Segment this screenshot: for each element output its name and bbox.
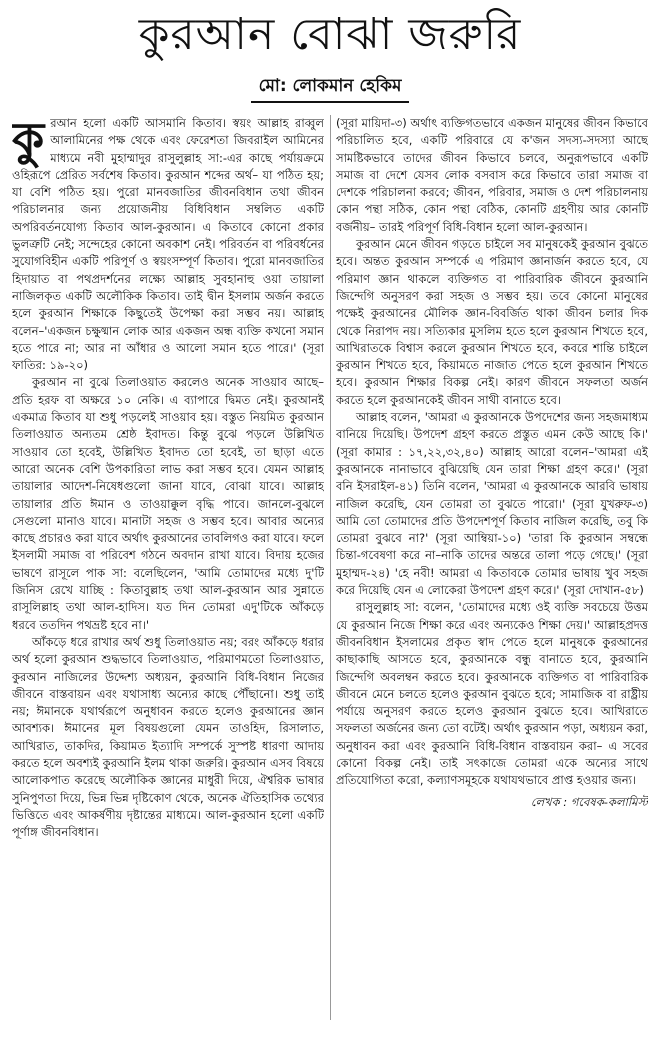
paragraph: কুরআন না বুঝে তিলাওয়াত করলেও অনেক সাওয়াব আছে– প্রতি হরফ বা অক্ষরে ১০ নেকি। এ ব্যাপারে দ্বিমত নেই। কুরআনই একমাত্র কিতাব যা শুধু পড়লেই সাওয়াব হয়। বস্তুত নিয়মিত কুরআন তিলাওয়াত অন্যতম শ্রেষ্ঠ ইবাদত। কিন্তু বুঝে পড়লে উল্লিখিত সাওয়াব তো হবেই, উল্লিখিত ইবাদত তো হবেই, তা ছাড়া এতে আরো অনেক বেশি উপকারিতা লাভ করা সম্ভব হবে। যেমন আল্লাহ তায়ালার আদেশ-নিষেধগুলো জানা যাবে, বোঝা যাবে। আল্লাহ তায়ালার প্রতি ঈমান ও তাওয়াক্কুল বৃদ্ধি পাবে। জানলে-বুঝলে সেগুলো মানাও যাবে। মানাটা সহজ ও সম্ভব হবে। আবার অন্যের কাছে প্রচারও করা যাবে অর্থাৎ কুরআনের তাবলিগও করা যাবে। ফলে ইসলামী সমাজ বা পরিবেশ গঠনে অবদান রাখা যাবে। বিদায় হজের ভাষণে রাসূলে পাক সা: বলেছিলেন, 'আমি তোমাদের মধ্যে দু'টি জিনিস রেখে যাচ্ছি : কিতাবুল্লাহ তথা আল-কুরআন আর সুন্নাতে রাসূলিল্লাহ তথা আল-হাদিস। যত দিন তোমরা এদু'টিকে আঁকড়ে ধরবে ততদিন পথভ্রষ্ট হবে না।' (12, 375, 324, 632)
paragraph: (সূরা মায়িদা-৩) অর্থাৎ ব্যক্তিগতভাবে একজন মানুষের জীবন কিভাবে পরিচালিত হবে, একটি পরিবারে যে ক'জন সদস্য-সদস্যা আছে সামষ্টিকভাবে তাদের জীবন কিভাবে চলবে, অনুরূপভাবে একটি সমাজ বা দেশে যেসব লোক বসবাস করে কিভাবে তারা সমাজ বা দেশকে পরিচালনা করবে; জীবন, পরিবার, সমাজ ও দেশ পরিচালনায় কোন পন্থা সঠিক, কোন পন্থা বেঠিক, কোনটি গ্রহণীয় আর কোনটি বর্জনীয়– তারই পরিপূর্ণ বিধি-বিধান হলো আল-কুরআন। (336, 116, 648, 234)
article-title: কুরআন বোঝা জরুরি (138, 9, 522, 60)
article-body (12, 115, 648, 1020)
drop-cap: কু (12, 115, 45, 166)
author-credit: লেখক : গবেষক-কলামিস্ট (530, 794, 648, 809)
paragraph-text: রআন হলো একটি আসমানি কিতাব। স্বয়ং আল্লাহ রাব্বুল আলামিনের পক্ষ থেকে এবং ফেরেশতা জিবরাইল আমিনের মাধ্যমে নবী মুহাম্মাদুর রাসুলুল্লাহ সা:-এর কাছে পর্যায়ক্রমে ওহিরূপে প্রেরিত সর্বশেষ কিতাব। কুরআন শব্দের অর্থ– যা পঠিত হয়; যা বেশি পঠিত হয়। পুরো মানবজাতির জীবনবিধান তথা জীবন পরিচালনার জন্য প্রয়োজনীয় বিধিবিধান সম্বলিত একটি অপরিবর্তনযোগ্য কিতাব আল-কুরআন। এ কিতাবে কোনো প্রকার ভুলত্রুটি নেই; সন্দেহের কোনো অবকাশ নেই। পরিবর্তন বা পরিবর্ধনের সুযোগবিহীন একটি পরিপূর্ণ ও স্বয়ংসম্পূর্ণ কিতাব। পুরো মানবজাতির হিদায়াত বা পথপ্রদর্শনের লক্ষ্যে আল্লাহ সুবহানাহু ওয়া তায়ালা নাজিলকৃত একটি অলৌকিক কিতাব। তাই দ্বীন ইসলাম অর্জন করতে হলে কুরআন শিক্ষাকে কিছুতেই উপেক্ষা করা সম্ভব নয়। আল্লাহ বলেন–'একজন চক্ষুষ্মান লোক আর একজন অন্ধ ব্যক্তি কখনো সমান হতে পারে না; আর না আঁধার ও আলো সমান হতে পারে।' (সূরা ফাতির: ১৯-২০) (12, 116, 324, 373)
paragraph: রাসুলুল্লাহ সা: বলেন, 'তোমাদের মধ্যে ওই ব্যক্তি সবচেয়ে উত্তম যে কুরআন নিজে শিক্ষা করে এবং অন্যকেও শিক্ষা দেয়।' আল্লাহপ্রদত্ত জীবনবিধান ইসলামের প্রকৃত স্বাদ পেতে হলে মানুষকে কুরআনের কাছাকাছি আসতে হবে, কুরআনকে বন্ধু বানাতে হবে, কুরআনি জিন্দেগি অবলম্বন করতে হবে। কুরআনকে ব্যক্তিগত বা পারিবারিক জীবনে মেনে চলতে হলেও কুরআন বুঝতে হবে; সামাজিক বা রাষ্ট্রীয় পর্যায়ে অনুসরণ করতে হলেও কুরআন বুঝতে হবে। আখিরাতে সফলতা অর্জনের জন্য তো বটেই। অর্থাৎ কুরআন পড়া, অধ্যয়ন করা, অনুধাবন করা এবং কুরআনি বিধি-বিধান বাস্তবায়ন করা– এ সবের কোনো বিকল্প নেই। তাই সৎকাজে তোমরা একে অন্যের সাথে প্রতিযোগিতা করো, কল্যাণসমূহকে যথাযথভাবে প্রাপ্ত হওয়ার জন্য। (336, 600, 648, 788)
paragraph: আঁকড়ে ধরে রাখার অর্থ শুধু তিলাওয়াত নয়; বরং আঁকড়ে ধরার অর্থ হলো কুরআন শুদ্ধভাবে তিলাওয়াত, পরিমাণমতো তিলাওয়াত, কুরআন নাজিলের উদ্দেশ্য অধ্যয়ন, কুরআনি বিধি-বিধান নিজের জীবনে বাস্তবায়ন এবং যথাসাধ্য অন্যের কাছে পৌঁছানো। শুধু তাই নয়; ঈমানকে যথার্থরূপে অনুধাবন করতে হলেও কুরআনের জ্ঞান আবশ্যক। ঈমানের মূল বিষয়গুলো যেমন তাওহিদ, রিসালাত, আখিরাত, তাকদির, কিয়ামত ইত্যাদি সম্পর্কে সুস্পষ্ট ধারণা আদায় করতে হলে অবশ্যই কুরআনি ইলম থাকা জরুরি। কুরআন এসব বিষয়ে আলোকপাত করেছে অলৌকিক জ্ঞানের মাধুরী দিয়ে, ঐশ্বরিক ভাষার সুনিপুণতা দিয়ে, ভিন্ন ভিন্ন দৃষ্টিকোণ থেকে, অনেক ঐতিহাসিক তথ্যের ভিত্তিতে এবং আকর্ষণীয় দৃষ্টান্তের মাধ্যমে। আল-কুরআন হলো একটি পূর্ণাঙ্গ জীবনবিধান। (12, 634, 324, 840)
column-divider (330, 115, 331, 1020)
byline-container (12, 72, 648, 103)
column-right (336, 115, 648, 1020)
column-left (12, 115, 324, 1020)
paragraph (12, 115, 324, 374)
paragraph: কুরআন মেনে জীবন গড়তে চাইলে সব মানুষকেই কুরআন বুঝতে হবে। অন্তত কুরআন সম্পর্কে এ পরিমাণ জ্ঞানার্জন করতে হবে, যে পরিমাণ জ্ঞান থাকলে ব্যক্তিগত বা পারিবারিক জীবনে কুরআনি জিন্দেগি অনুসরণ করা সহজ ও সম্ভব হয়। তবে কোনো মানুষের পক্ষেই কুরআনের মৌলিক জ্ঞান-বিবর্জিত থাকা জীবন চলার দিক থেকে নিরাপদ নয়। সত্যিকার মুসলিম হতে হলে কুরআন শিখতে হবে, আখিরাতকে বিশ্বাস করলে কুরআন শিখতে হবে, কবরে শান্তি চাইলে কুরআন শিখতে হবে, কিয়ামতে নাজাত পেতে হলে কুরআন শিখতে হবে। কুরআন শিক্ষার বিকল্প নেই। কারণ জীবনে সফলতা অর্জন করতে হলে কুরআনকেই জীবন সাথী বানাতে হবে। (336, 237, 648, 407)
author-byline: মো: লোকমান হেকিম (251, 72, 410, 103)
paragraph: আল্লাহ বলেন, 'আমরা এ কুরআনকে উপদেশের জন্য সহজমাধ্যম বানিয়ে দিয়েছি। উপদেশ গ্রহণ করতে প্রস্তুত এমন কেউ আছে কি।' (সূরা কামার : ১৭,২২,৩২,৪০) আল্লাহ আরো বলেন–'আমরা এই কুরআনকে নানাভাবে বুঝিয়েছি যেন তারা শিক্ষা গ্রহণ করে।' (সূরা বনি ইসরাইল-৪১) তিনি বলেন, 'আমরা এ কুরআনকে আরবি ভাষায় নাজিল করেছি, যেন তোমরা তা বুঝতে পারো।' (সূরা যুখরুফ-৩) আমি তো তোমাদের প্রতি উপদেশপূর্ণ কিতাব নাজিল করেছি, তবু কি তোমরা বুঝবে না?' (সূরা আম্বিয়া-১০) 'তারা কি কুরআন সম্বন্ধে চিন্তা-গবেষণা করে না–নাকি তাদের অন্তরে তালা পড়ে গেছে।' (সূরা মুহাম্মদ-২৪) 'হে নবী! আমরা এ কিতাবকে তোমার ভাষায় খুব সহজ করে দিয়েছি যেন এ লোকেরা উপদেশ গ্রহণ করে।' (সূরা দোখান-৫৮) (336, 410, 648, 598)
